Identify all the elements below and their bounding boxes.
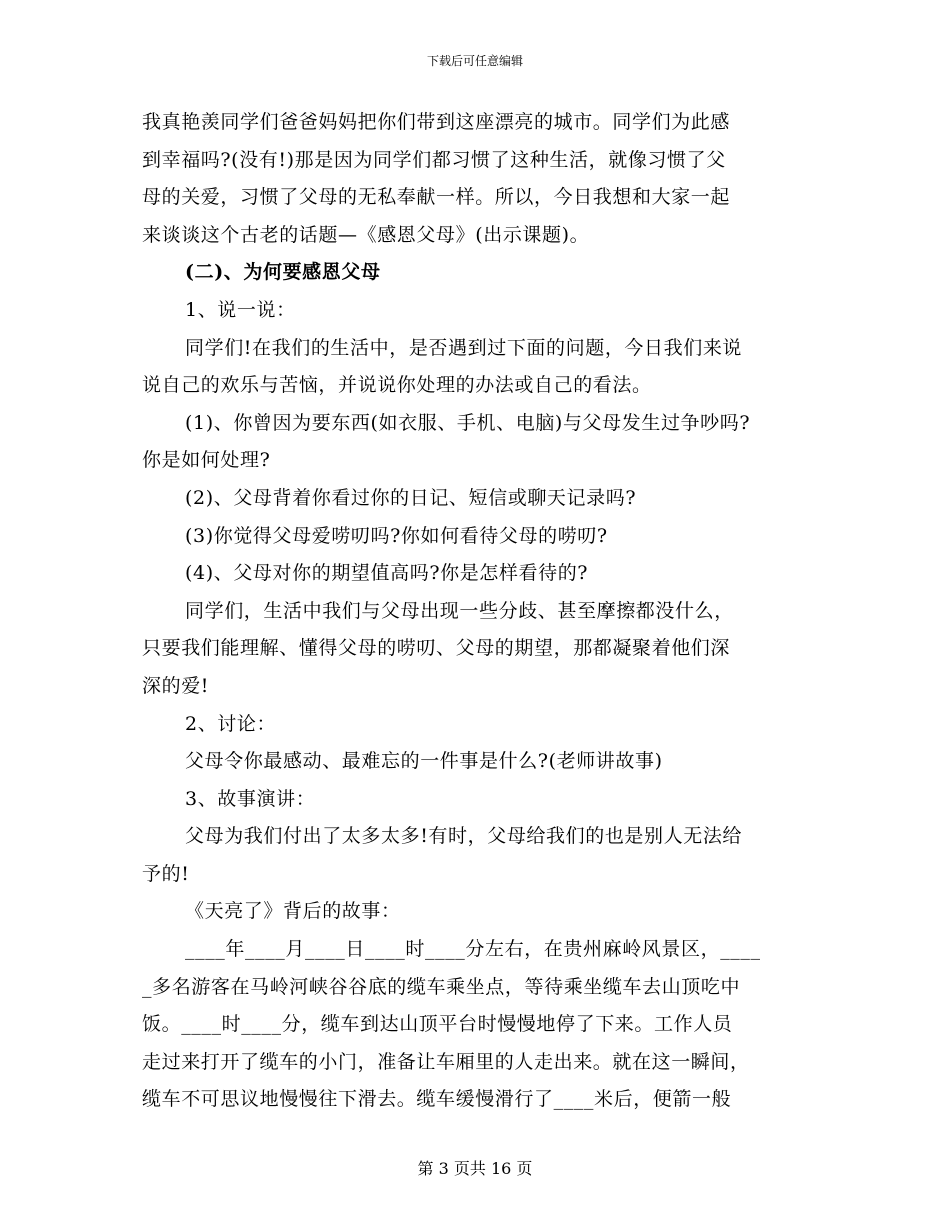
paragraph-line: 母的关爱，习惯了父母的无私奉献一样。所以，今日我想和大家一起 [142,186,731,209]
document-body [142,104,810,1119]
question-item: (3)你觉得父母爱唠叨吗?你如何看待父母的唠叨? [185,524,608,547]
paragraph-line: 你是如何处理? [142,449,271,472]
paragraph-line: 予的! [142,862,190,885]
page-header: 下载后可任意编辑 [426,54,523,68]
section-heading: (二)、为何要感恩父母 [185,261,381,284]
paragraph-line: 来谈谈这个古老的话题—《感恩父母》(出示课题)。 [142,223,590,246]
paragraph-line: 我真艳羡同学们爸爸妈妈把你们带到这座漂亮的城市。同学们为此感 [142,111,731,133]
page-footer: 第 3 页共 16 页 [417,1159,533,1178]
question-item: (1)、你曾因为要东西(如衣服、手机、电脑)与父母发生过争吵吗? [185,411,751,434]
paragraph-line: ____年____月____日____时____分左右，在贵州麻岭风景区，____ [185,938,761,961]
paragraph-line: _多名游客在马岭河峡谷谷底的缆车乘坐点，等待乘坐缆车去山顶吃中 [142,975,741,998]
subsection-heading: 2、讨论： [185,712,277,735]
paragraph-line: 说自己的欢乐与苦恼，并说说你处理的办法或自己的看法。 [142,374,652,397]
subsection-heading: 3、故事演讲： [185,787,316,810]
question-item: (2)、父母背着你看过你的日记、短信或聊天记录吗? [185,486,637,509]
story-title: 《天亮了》背后的故事： [185,900,401,923]
paragraph-line: 走过来打开了缆车的小门，准备让车厢里的人走出来。就在这一瞬间， [142,1050,750,1073]
paragraph-line: 缆车不可思议地慢慢往下滑去。缆车缓慢滑行了____米后，便箭一般 [142,1088,732,1111]
paragraph-line: 深的爱! [142,674,210,697]
paragraph-line: 同学们，生活中我们与父母出现一些分歧、甚至摩擦都没什么， [185,599,734,622]
paragraph-line: 饭。____时____分，缆车到达山顶平台时慢慢地停了下来。工作人员 [142,1013,733,1036]
paragraph-line: 父母为我们付出了太多太多!有时，父母给我们的也是别人无法给 [185,825,743,848]
paragraph-line: 父母令你最感动、最难忘的一件事是什么?(老师讲故事) [185,750,663,773]
paragraph-line: 到幸福吗?(没有!)那是因为同学们都习惯了这种生活，就像习惯了父 [142,148,726,171]
paragraph-line: 只要我们能理解、懂得父母的唠叨、父母的期望，那都凝聚着他们深 [142,637,731,660]
question-item: (4)、父母对你的期望值高吗?你是怎样看待的? [185,562,589,585]
subsection-heading: 1、说一说： [185,298,296,321]
paragraph-line: 同学们!在我们的生活中，是否遇到过下面的问题，今日我们来说 [185,336,743,359]
